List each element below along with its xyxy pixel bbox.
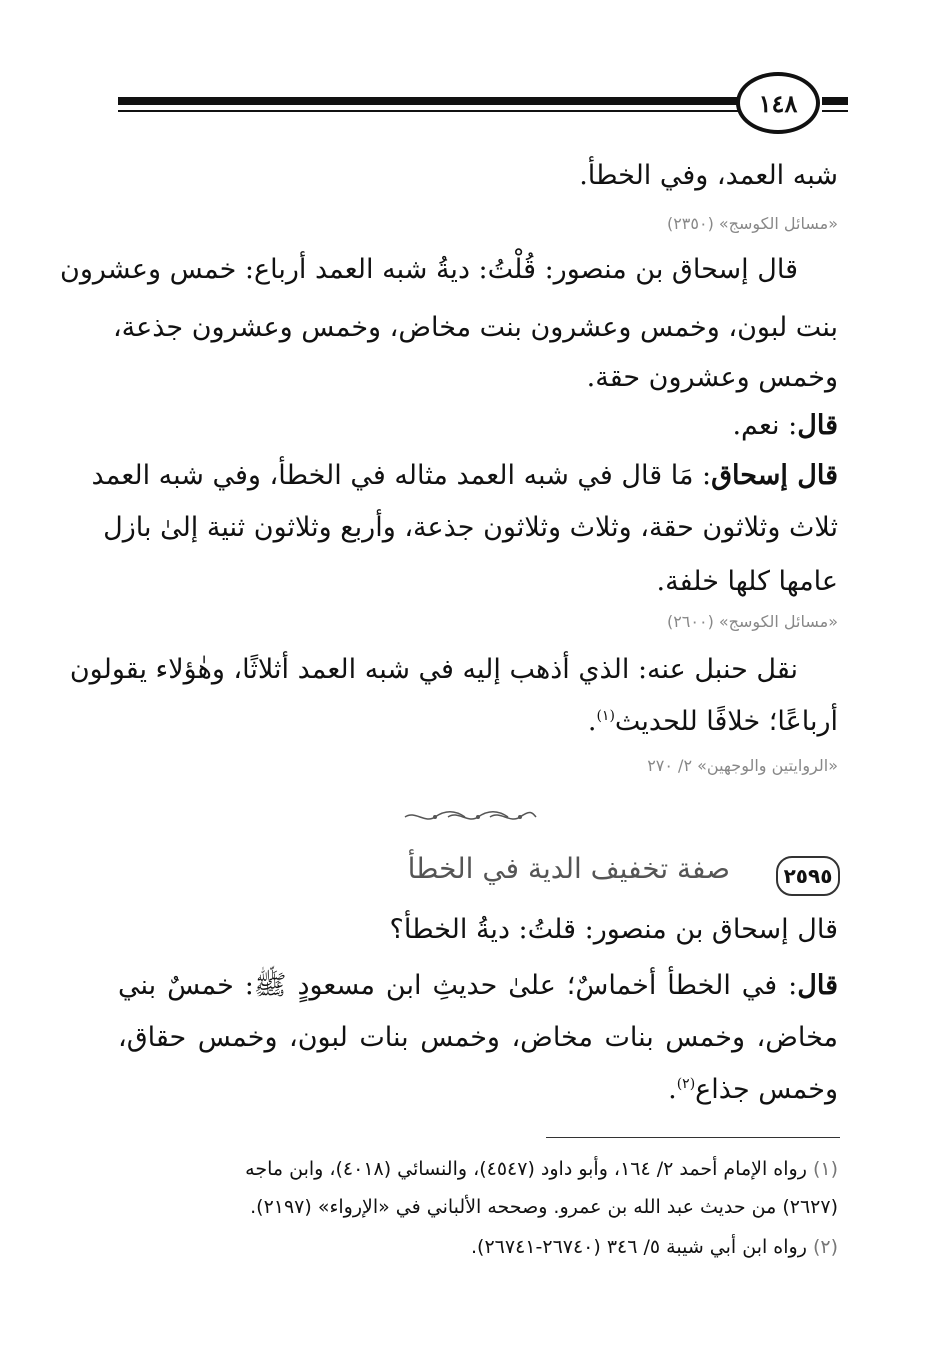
source-citation-2: «مسائل الكوسج» (٢٦٠٠)	[666, 612, 838, 631]
body-line-7: ثلاث وثلاثون حقة، وثلاث وثلاثون جذعة، وأربع وثلاثون ثنية إلىٰ بازل	[103, 512, 838, 543]
section-number-badge: ٢٥٩٥	[776, 856, 840, 896]
footnote-2-number: (٢)	[812, 1236, 838, 1258]
speaker-label-2: قال	[797, 970, 839, 1001]
section-line-1: قال إسحاق بن منصور: قلتُ: ديةُ الخطأ؟	[389, 914, 838, 945]
body-line-8: عامها كلها خلفة.	[656, 566, 838, 597]
source-citation-3: «الروايتين والوجهين» ٢/ ٢٧٠	[647, 756, 838, 775]
section-line-4-end: .	[668, 1074, 677, 1105]
body-line-10-text: أرباعًا؛ خلافًا للحديث	[614, 706, 838, 737]
header-rule-thin	[118, 110, 738, 112]
body-line-3: بنت لبون، وخمس وعشرون بنت مخاض، وخمس وعشرون جذعة،	[112, 312, 838, 343]
section-line-2-text: : في الخطأ أخماسٌ؛ علىٰ حديثِ ابن مسعودٍ ﷺ: خمسٌ بني	[118, 970, 798, 1001]
section-line-2	[118, 968, 838, 1008]
section-line-4-text: وخمس جذاع	[695, 1074, 838, 1105]
body-line-5	[732, 410, 838, 441]
footnote-2-text: رواه ابن أبي شيبة ٥/ ٣٤٦ (٢٦٧٤٠-٢٦٧٤١).	[471, 1236, 807, 1258]
page-number: ١٤٨	[736, 72, 820, 134]
footnote-1-text: رواه الإمام أحمد ٢/ ١٦٤، وأبو داود (٤٥٤٧)، والنسائي (٤٠١٨)، وابن ماجه	[245, 1158, 807, 1180]
body-line-10	[588, 706, 838, 737]
body-line-6	[91, 460, 838, 491]
footnote-2	[471, 1236, 838, 1258]
speaker-label: قال	[797, 410, 838, 441]
source-citation-1: «مسائل الكوسج» (٢٣٥٠)	[666, 214, 838, 233]
body-line-2: قال إسحاق بن منصور: قُلْتُ: ديةُ شبه العمد أرباع: خمس وعشرون	[60, 254, 798, 285]
body-line-4: وخمس وعشرون حقة.	[586, 362, 838, 393]
header-rule-right-thin	[822, 110, 848, 112]
section-title: صفة تخفيف الدية في الخطأ	[407, 852, 730, 885]
header-rule-thick	[118, 97, 738, 105]
body-line-10-end: .	[587, 706, 597, 737]
footnote-1-continued	[250, 1196, 838, 1218]
footnote-ref-2: (٢)	[676, 1076, 696, 1092]
footnote-ref-1: (١)	[596, 708, 615, 724]
ornament-divider	[400, 808, 540, 826]
section-line-4	[668, 1074, 838, 1105]
body-line-9: نقل حنبل عنه: الذي أذهب إليه في شبه العمد أثلاثًا، وهٰؤلاء يقولون	[69, 654, 798, 685]
speaker-label-ishaq: قال إسحاق	[711, 460, 838, 491]
header-rule-right-thick	[822, 97, 848, 105]
footnote-1-cont-text: (٢٦٢٧) من حديث عبد الله بن عمرو. وصححه الألباني في «الإرواء» (٢١٩٧).	[250, 1196, 838, 1218]
footnote-1-number: (١)	[812, 1158, 838, 1180]
footnote-separator	[546, 1137, 840, 1138]
body-line-5-text: : نعم.	[732, 410, 798, 441]
body-line-1: شبه العمد، وفي الخطأ.	[579, 160, 838, 191]
body-line-6-text: : مَا قال في شبه العمد مثاله في الخطأ، وفي شبه العمد	[91, 460, 712, 491]
section-line-3: مخاض، وخمس بنات مخاض، وخمس بنات لبون، وخمس حقاق،	[118, 1022, 838, 1053]
footnote-1	[245, 1158, 838, 1180]
